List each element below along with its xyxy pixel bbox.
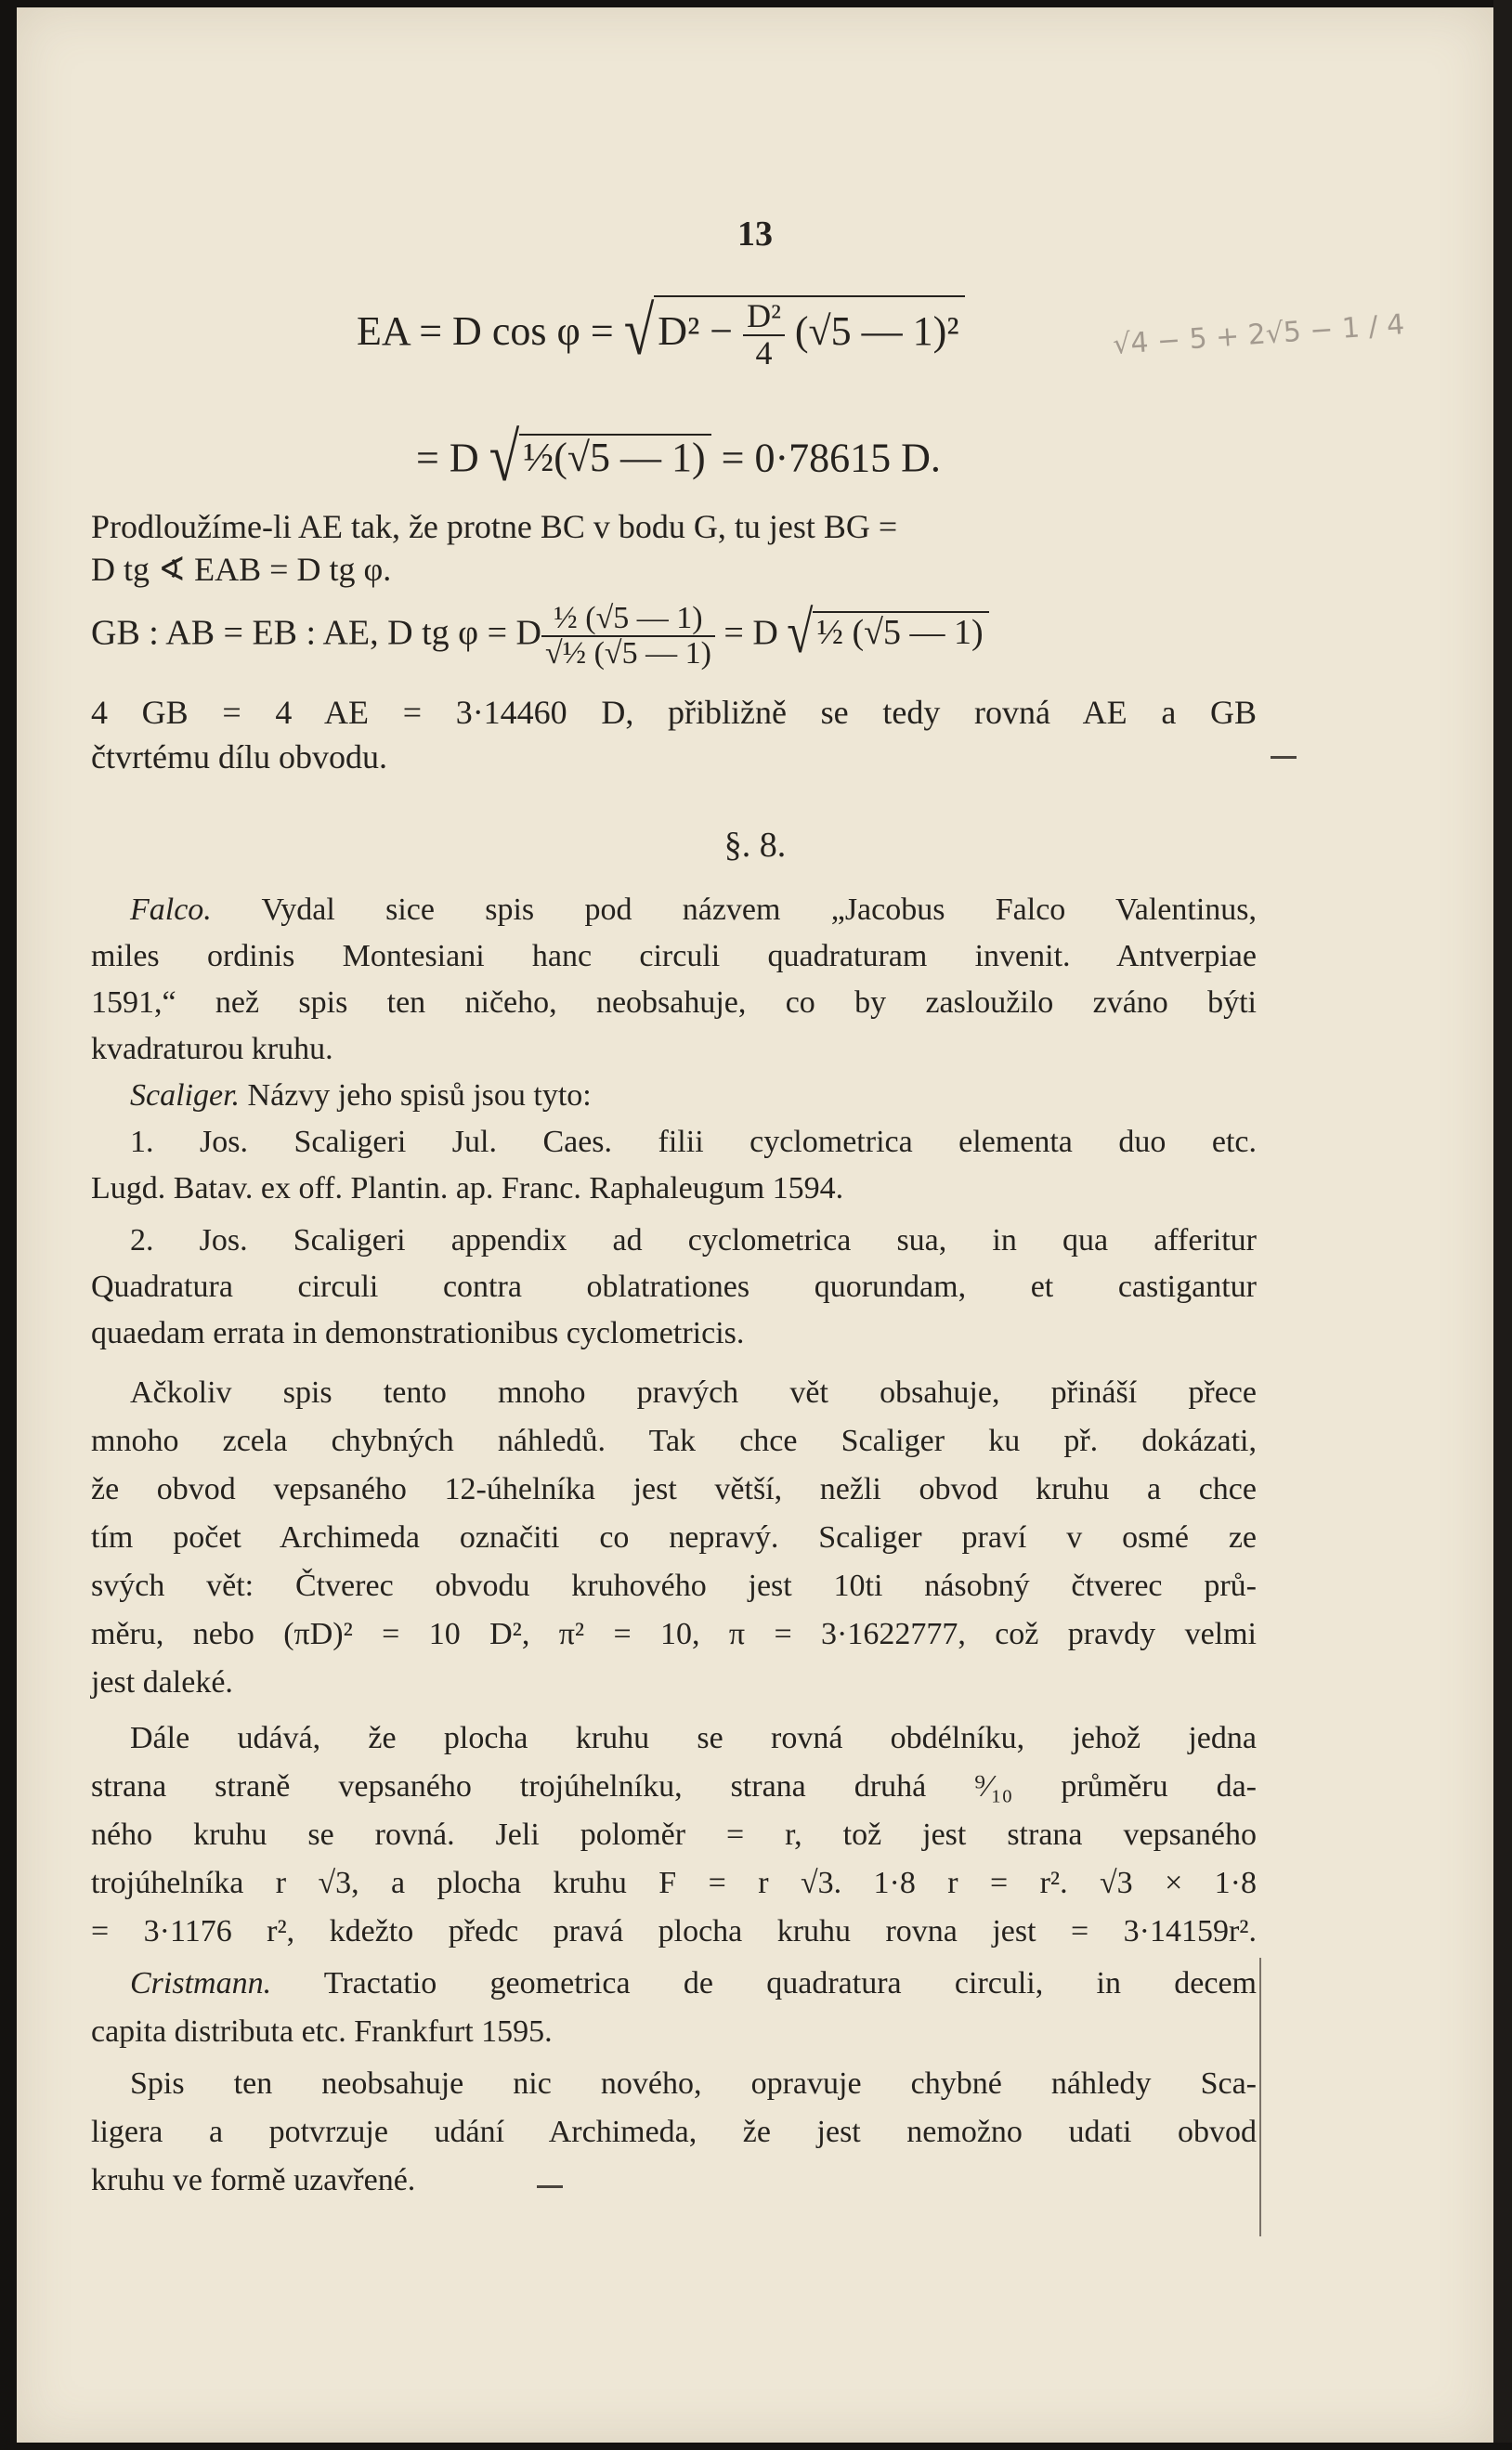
margin-rule [1259,1958,1261,2236]
text-line: ligera a potvrzuje udání Archimeda, že jest nemožno udati obvod [91,2115,1257,2149]
author-name: Falco. [130,893,212,927]
fraction [541,602,715,670]
text-line: miles ordinis Montesiani hanc circuli quadraturam invenit. Antverpiae [91,939,1257,973]
text-line: 4 GB = 4 AE = 3·14460 D, přibližně se tedy rovná AE a GB [91,694,1257,731]
text-line [130,1077,1257,1115]
fraction-numerator: ½ (√5 — 1) [541,602,715,637]
page-number: 13 [737,215,773,254]
margin-mark [1271,756,1297,759]
radical-sign: √ [489,418,520,496]
radicand: ½ (√5 — 1) [813,611,988,650]
text-line: ného kruhu se rovná. Jeli poloměr = r, tož jest strana vepsaného [91,1818,1257,1852]
text-line [130,892,1257,930]
text-line: 1. Jos. Scaligeri Jul. Caes. filii cyclometrica elementa duo etc. [130,1125,1257,1159]
formula-ea [357,292,965,371]
text-line: Prodloužíme-li AE tak, že protne BC v bodu G, tu jest BG = [91,508,898,545]
end-mark [537,2185,563,2188]
text-line: kruhu ve formě uzavřené. [91,2163,416,2197]
text-line: svých vět: Čtverec obvodu kruhového jest 10ti násobný čtverec prů- [91,1569,1257,1603]
formula-ea-lhs: EA = D cos φ = [357,307,624,354]
text-line: tím počet Archimeda označiti co nepravý. Scaliger praví v osmé ze [91,1520,1257,1555]
scan-edge-left [0,0,17,2450]
formula-gb-mid: = D [714,613,788,653]
formula-gb [91,599,989,671]
scan-edge-top [0,0,1512,7]
text-line: trojúhelníka r √3, a plocha kruhu F = r √3. 1·8 r = r². √3 × 1·8 [91,1866,1257,1900]
text-line: = 3·1176 r², kdežto předc pravá plocha kruhu rovna jest = 3·14159r². [91,1914,1257,1948]
formula-gb-lhs: GB : AB = EB : AE, D tg φ = D [91,613,541,653]
fraction-numerator: D² [743,299,785,336]
radical-sign: √ [623,292,655,369]
text-line: Spis ten neobsahuje nic nového, opravuje chybné náhledy Sca- [130,2066,1257,2101]
text-line: čtvrtému dílu obvodu. [91,738,387,775]
book-page [17,7,1493,2443]
text-line: quaedam errata in demonstrationibus cyclometricis. [91,1316,745,1350]
text-line: strana straně vepsaného trojúhelníku, strana druhá ⁹⁄₁₀ průměru da- [91,1769,1257,1804]
scan-edge-right [1493,0,1512,2450]
radicand-part-b: (√5 — 1)² [784,307,959,354]
fraction [743,299,785,371]
text-span: Tractatio geometrica de quadratura circuli, in decem [271,1966,1257,2000]
text-line: 2. Jos. Scaligeri appendix ad cyclometrica sua, in qua afferitur [130,1223,1257,1258]
formula-result-lhs: = D [416,435,489,481]
text-line: D tg ∢ EAB = D tg φ. [91,551,392,588]
text-line: měru, nebo (πD)² = 10 D², π² = 10, π = 3·1622777, což pravdy velmi [91,1617,1257,1651]
formula-result [416,418,941,496]
text-line: Ačkoliv spis tento mnoho pravých vět obsahuje, přináší přece [130,1375,1257,1410]
text-line: že obvod vepsaného 12-úhelníka jest větší, nežli obvod kruhu a chce [91,1472,1257,1506]
text-line: mnoho zcela chybných náhledů. Tak chce Scaliger ku př. dokázati, [91,1424,1257,1458]
margin-note: √4 − 5 + 2√5 − 1 / 4 [1112,308,1406,361]
radicand: ½(√5 — 1) [519,434,710,478]
radicand-part-a: D² − [658,307,744,354]
text-line: capita distributa etc. Frankfurt 1595. [91,2014,553,2049]
radical-sign: √ [787,599,814,666]
text-line: Dále udává, že plocha kruhu se rovná obdélníku, jehož jedna [130,1721,1257,1755]
text-line: Quadratura circuli contra oblatrationes quorundam, et castigantur [91,1270,1257,1304]
sqrt-block [489,418,711,496]
text-line: Lugd. Batav. ex off. Plantin. ap. Franc. Raphaleugum 1594. [91,1171,844,1205]
author-name: Scaliger. [130,1078,241,1113]
fraction-denominator: 4 [755,333,773,371]
text-line: jest daleké. [91,1665,233,1700]
author-name: Cristmann. [130,1966,272,2000]
text-span: Vydal sice spis pod názvem „Jacobus Falco Valentinus, [211,893,1257,927]
sqrt-block [623,292,965,371]
formula-result-rhs: = 0·78615 D. [710,435,941,481]
text-line: 1591,“ než spis ten ničeho, neobsahuje, co by zasloužilo zváno býti [91,985,1257,1020]
text-span: Názvy jeho spisů jsou tyto: [240,1078,592,1113]
text-line [130,1965,1257,2003]
radicand [654,295,964,371]
section-heading: §. 8. [723,826,787,865]
fraction-denominator: √½ (√5 — 1) [544,635,711,671]
text-line: kvadraturou kruhu. [91,1032,333,1066]
scan-edge-bottom [0,2443,1512,2450]
sqrt-block [787,599,988,666]
